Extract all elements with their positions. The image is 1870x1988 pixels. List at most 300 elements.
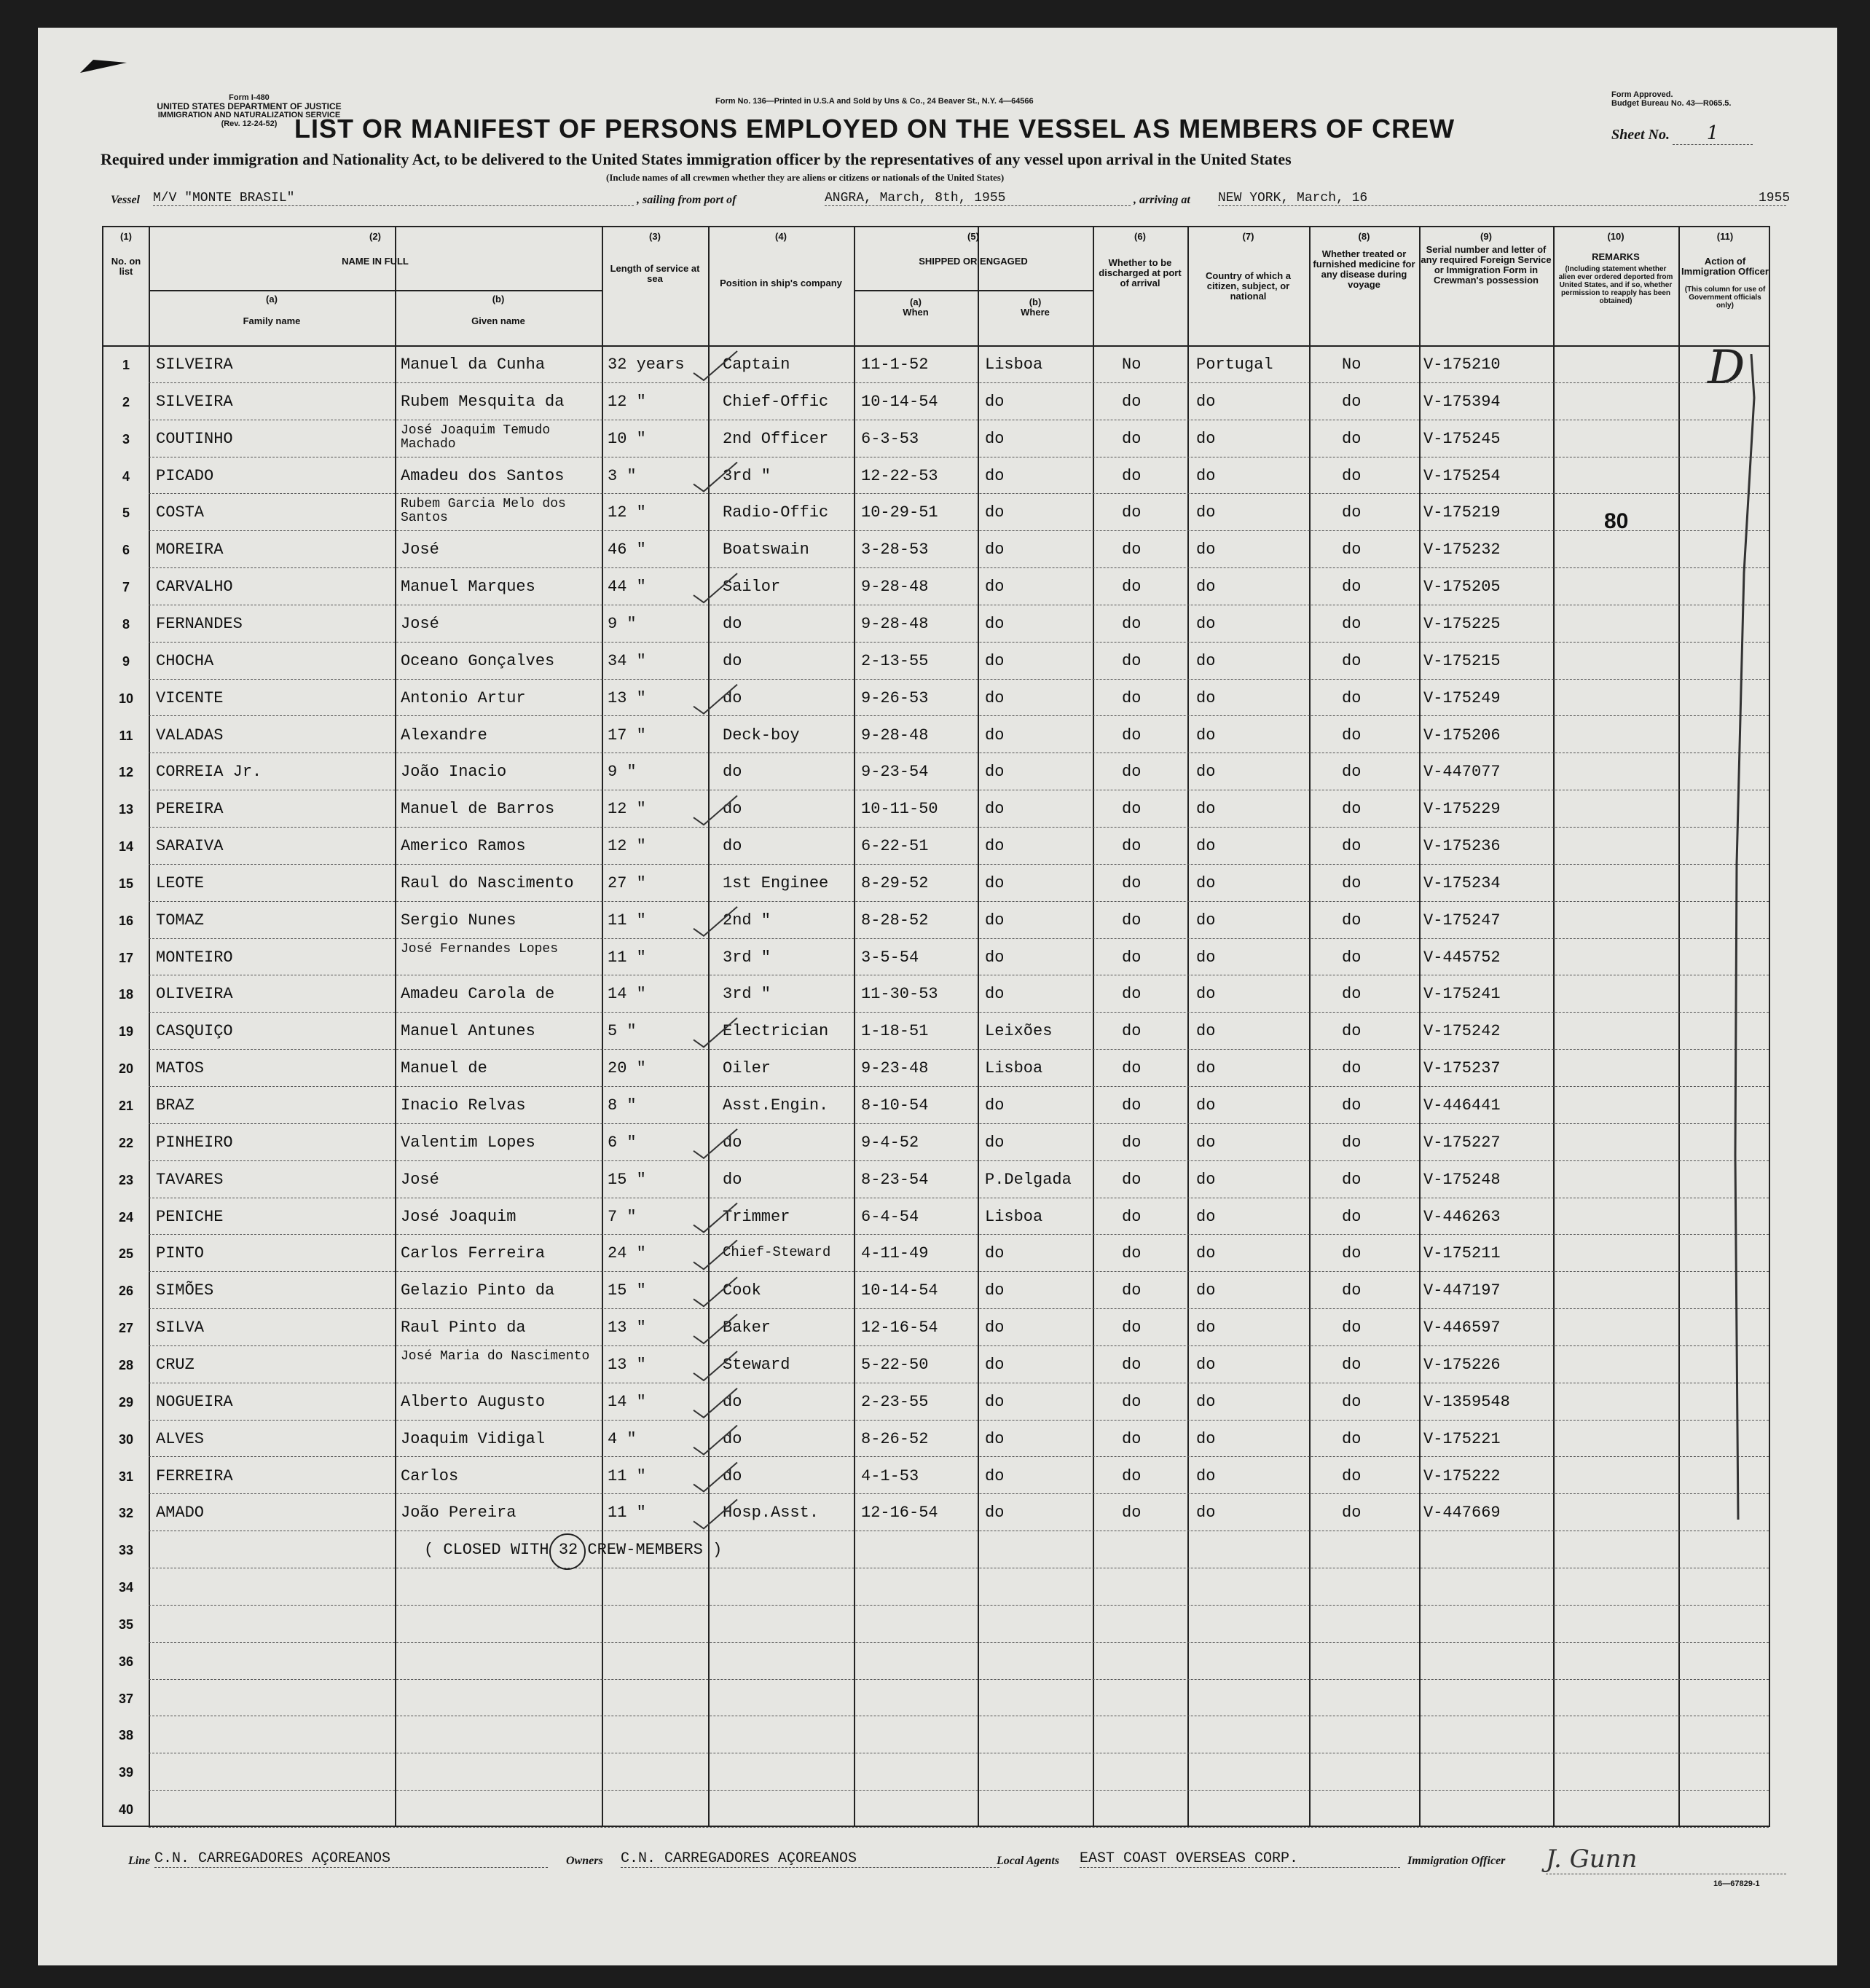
row-number: 40 (118, 1802, 134, 1818)
family-name: PINHEIRO (156, 1133, 233, 1152)
treated-flag: do (1342, 578, 1362, 597)
table-row (103, 1458, 1769, 1495)
row-number: 39 (118, 1765, 134, 1780)
row-number: 11 (119, 728, 133, 743)
row-number: 32 (118, 1506, 134, 1521)
given-name: Valentim Lopes (401, 1133, 535, 1152)
shipped-when: 10-14-54 (861, 1281, 938, 1300)
row-rule (149, 715, 1769, 716)
treated-flag: do (1342, 1059, 1362, 1078)
length-of-service: 7 " (608, 1207, 637, 1226)
row-number: 30 (118, 1431, 134, 1447)
form-number: Form I-480 (229, 93, 270, 102)
discharge-flag: do (1122, 726, 1142, 744)
shipped-when: 12-16-54 (861, 1319, 938, 1337)
sheet-number-block (1611, 122, 1753, 145)
row-number: 8 (122, 616, 130, 632)
row-number: 25 (118, 1246, 134, 1262)
row-rule (149, 938, 1769, 939)
shipped-where: do (985, 948, 1005, 967)
row-number: 9 (122, 653, 130, 669)
serial-number: V-175254 (1423, 466, 1501, 485)
row-rule (149, 1605, 1769, 1606)
family-name: PINTO (156, 1244, 205, 1263)
country: do (1196, 985, 1216, 1004)
position: Hosp.Asst. (723, 1504, 820, 1523)
shipped-when: 3-28-53 (861, 541, 929, 559)
given-name: Raul do Nascimento (401, 873, 574, 892)
row-number: 29 (118, 1394, 134, 1410)
table-row (103, 1384, 1769, 1421)
serial-number: V-446441 (1423, 1096, 1501, 1115)
row-number: 19 (118, 1024, 134, 1040)
shipped-where: Lisboa (985, 1059, 1043, 1078)
position: Boatswain (723, 541, 809, 559)
position: Sailor (723, 578, 781, 597)
length-of-service: 12 " (608, 800, 646, 819)
shipped-when: 11-30-53 (861, 985, 938, 1004)
serial-number: V-175226 (1423, 1355, 1501, 1374)
length-of-service: 34 " (608, 651, 646, 670)
table-row (103, 1199, 1769, 1235)
country: do (1196, 948, 1216, 967)
serial-number: V-446597 (1423, 1319, 1501, 1337)
given-name: José (401, 541, 439, 559)
shipped-where: do (985, 466, 1005, 485)
table-row (103, 1569, 1769, 1606)
column-header-c5a_label: When (903, 307, 929, 318)
table-row (103, 680, 1769, 717)
family-name: MOREIRA (156, 541, 224, 559)
discharge-flag: do (1122, 1319, 1142, 1337)
serial-number: V-447077 (1423, 763, 1501, 782)
row-rule (149, 1160, 1769, 1161)
table-row (103, 643, 1769, 680)
discharge-flag: do (1122, 1244, 1142, 1263)
discharge-flag: do (1122, 800, 1142, 819)
country: do (1196, 1022, 1216, 1041)
shipped-where: do (985, 911, 1005, 930)
family-name: TOMAZ (156, 911, 205, 930)
checkmark (694, 1203, 737, 1233)
table-row (103, 865, 1769, 902)
column-header-c5: SHIPPED OR ENGAGED (919, 256, 1028, 267)
checkmark (694, 907, 737, 936)
shipped-when: 6-4-54 (861, 1207, 919, 1226)
shipped-when: 8-28-52 (861, 911, 929, 930)
sheet-number-value: 1 (1673, 122, 1753, 145)
document-title: LIST OR MANIFEST OF PERSONS EMPLOYED ON THE VESSEL AS MEMBERS OF CREW (294, 114, 1455, 144)
given-name: Oceano Gonçalves (401, 651, 555, 670)
family-name: CASQUIÇO (156, 1022, 233, 1041)
country: do (1196, 800, 1216, 819)
discharge-flag: do (1122, 873, 1142, 892)
checkmark (694, 1240, 737, 1269)
serial-number: V-175241 (1423, 985, 1501, 1004)
country: do (1196, 1133, 1216, 1152)
family-name: CARVALHO (156, 578, 233, 597)
given-name: João Pereira (401, 1504, 516, 1523)
treated-flag: do (1342, 800, 1362, 819)
family-name: CHOCHA (156, 651, 214, 670)
discharge-flag: do (1122, 1429, 1142, 1448)
country: do (1196, 1096, 1216, 1115)
shipped-where: do (985, 873, 1005, 892)
position: do (723, 837, 742, 856)
position: 1st Enginee (723, 873, 829, 892)
closing-note: ( CLOSED WITH 32 CREW-MEMBERS ) (424, 1541, 723, 1560)
row-number: 31 (118, 1469, 134, 1484)
row-number: 36 (118, 1654, 134, 1669)
discharge-flag: do (1122, 911, 1142, 930)
serial-number: V-175247 (1423, 911, 1501, 930)
position: do (723, 1429, 742, 1448)
subheader-divider (854, 290, 1093, 291)
shipped-when: 1-18-51 (861, 1022, 929, 1041)
table-row (103, 1013, 1769, 1050)
family-name: PEREIRA (156, 800, 224, 819)
row-number: 28 (118, 1357, 134, 1372)
position: 3rd " (723, 466, 771, 485)
row-rule (149, 1679, 1769, 1680)
discharge-flag: do (1122, 392, 1142, 411)
family-name: AMADO (156, 1504, 205, 1523)
length-of-service: 11 " (608, 948, 646, 967)
shipped-where: do (985, 1504, 1005, 1523)
checkmark (694, 463, 737, 492)
given-name: Raul Pinto da (401, 1319, 526, 1337)
shipped-where: do (985, 1096, 1005, 1115)
discharge-flag: do (1122, 985, 1142, 1004)
country: do (1196, 614, 1216, 633)
row-number: 27 (118, 1321, 134, 1336)
shipped-where: do (985, 503, 1005, 522)
shipped-when: 12-22-53 (861, 466, 938, 485)
length-of-service: 11 " (608, 911, 646, 930)
family-name: FERNANDES (156, 614, 243, 633)
column-header-c8: Whether treated or furnished medicine for any disease during voyage (1313, 248, 1415, 290)
shipped-where: do (985, 800, 1005, 819)
treated-flag: do (1342, 429, 1362, 448)
given-name: José Fernandes Lopes (401, 941, 559, 956)
column-header-c5_num: (5) (967, 231, 979, 242)
discharge-flag: do (1122, 429, 1142, 448)
discharge-flag: do (1122, 688, 1142, 707)
family-name: LEOTE (156, 873, 205, 892)
table-row (103, 421, 1769, 457)
treated-flag: do (1342, 948, 1362, 967)
given-name: Sergio Nunes (401, 911, 516, 930)
family-name: SILVEIRA (156, 355, 233, 374)
position: 3rd " (723, 985, 771, 1004)
column-header-c8_num: (8) (1358, 231, 1370, 242)
row-number: 12 (118, 765, 134, 780)
table-row (103, 828, 1769, 865)
table-row (103, 903, 1769, 939)
length-of-service: 14 " (608, 1392, 646, 1411)
treated-flag: do (1342, 763, 1362, 782)
table-row (103, 1754, 1769, 1791)
arrival-year: 1955 (1759, 191, 1791, 205)
discharge-flag: do (1122, 541, 1142, 559)
serial-number: V-175227 (1423, 1133, 1501, 1152)
given-name: José Maria do Nascimento (401, 1348, 590, 1364)
length-of-service: 27 " (608, 873, 646, 892)
sailing-label: , sailing from port of (637, 194, 736, 206)
serial-number: V-175234 (1423, 873, 1501, 892)
row-number: 2 (122, 394, 130, 409)
column-header-c5b: (b) (1029, 296, 1042, 307)
checkmark (694, 1018, 737, 1047)
shipped-when: 9-28-48 (861, 614, 929, 633)
remarks-mark: 80 (1604, 509, 1629, 534)
shipped-where: do (985, 578, 1005, 597)
shipped-when: 3-5-54 (861, 948, 919, 967)
family-name: MONTEIRO (156, 948, 233, 967)
country: do (1196, 392, 1216, 411)
serial-number: V-447669 (1423, 1504, 1501, 1523)
discharge-flag: do (1122, 1281, 1142, 1300)
checkmark (694, 795, 737, 825)
shipped-when: 9-23-48 (861, 1059, 929, 1078)
row-number: 1 (122, 358, 130, 372)
country: do (1196, 1392, 1216, 1411)
family-name: BRAZ (156, 1096, 195, 1115)
shipped-where: do (985, 651, 1005, 670)
position: do (723, 614, 742, 633)
shipped-when: 10-11-50 (861, 800, 938, 819)
checkmark (694, 1426, 737, 1455)
length-of-service: 14 " (608, 985, 646, 1004)
country: do (1196, 1170, 1216, 1189)
shipped-when: 9-28-48 (861, 578, 929, 597)
shipped-where: Lisboa (985, 355, 1043, 374)
row-number: 37 (118, 1691, 134, 1706)
table-row (103, 1088, 1769, 1124)
checkmark (694, 1129, 737, 1158)
shipped-when: 10-14-54 (861, 392, 938, 411)
shipped-when: 9-28-48 (861, 726, 929, 744)
row-rule (149, 1493, 1769, 1494)
column-header-c4: Position in ship's company (720, 278, 842, 288)
row-rule (149, 1086, 1769, 1087)
circled-count-mark (549, 1533, 586, 1570)
officer-mark: D (1708, 341, 1745, 395)
family-name: MATOS (156, 1059, 205, 1078)
shipped-when: 12-16-54 (861, 1504, 938, 1523)
treated-flag: do (1342, 1319, 1362, 1337)
position: Trimmer (723, 1207, 790, 1226)
family-name: COUTINHO (156, 429, 233, 448)
discharge-flag: do (1122, 651, 1142, 670)
length-of-service: 11 " (608, 1504, 646, 1523)
row-number: 33 (118, 1543, 134, 1558)
serial-number: V-175225 (1423, 614, 1501, 633)
checkmark (694, 1314, 737, 1343)
length-of-service: 46 " (608, 541, 646, 559)
serial-number: V-175237 (1423, 1059, 1501, 1078)
document-subtitle-note: (Include names of all crewmen whether they are aliens or citizens or nationals of the United States) (606, 172, 1005, 183)
discharge-flag: do (1122, 1207, 1142, 1226)
column-header-c2b_label: Given name (471, 315, 525, 326)
length-of-service: 12 " (608, 503, 646, 522)
row-number: 23 (118, 1172, 134, 1187)
position: 2nd Officer (723, 429, 829, 448)
length-of-service: 20 " (608, 1059, 646, 1078)
position: do (723, 1170, 742, 1189)
discharge-flag: do (1122, 466, 1142, 485)
checkmark (694, 1388, 737, 1418)
table-row (103, 1273, 1769, 1309)
country: do (1196, 763, 1216, 782)
row-number: 26 (118, 1284, 134, 1299)
column-header-c11_num: (11) (1716, 231, 1734, 242)
table-row (103, 1643, 1769, 1680)
length-of-service: 6 " (608, 1133, 637, 1152)
row-rule (149, 1456, 1769, 1457)
country: do (1196, 688, 1216, 707)
column-header-c6: Whether to be discharged at port of arrival (1099, 257, 1182, 288)
position: Chief-Offic (723, 392, 829, 411)
column-header-c2: NAME IN FULL (342, 256, 409, 267)
column-header-c7: Country of which a citizen, subject, or national (1206, 270, 1291, 302)
checkmark (694, 1351, 737, 1380)
given-name: Alberto Augusto (401, 1392, 546, 1411)
treated-flag: do (1342, 837, 1362, 856)
given-name: Joaquim Vidigal (401, 1429, 546, 1448)
column-header-c1: No. on list (111, 256, 141, 277)
given-name: Alexandre (401, 726, 487, 744)
family-name: TAVARES (156, 1170, 224, 1189)
column-header-c6_num: (6) (1134, 231, 1146, 242)
length-of-service: 13 " (608, 688, 646, 707)
treated-flag: do (1342, 1022, 1362, 1041)
discharge-flag: do (1122, 1096, 1142, 1115)
position: Electrician (723, 1022, 829, 1041)
length-of-service: 13 " (608, 1319, 646, 1337)
given-name: José Joaquim Temudo Machado (401, 423, 551, 452)
column-header-c9_num: (9) (1480, 231, 1492, 242)
country: do (1196, 1504, 1216, 1523)
country: do (1196, 1466, 1216, 1485)
family-name: SARAIVA (156, 837, 224, 856)
country: do (1196, 911, 1216, 930)
given-name: Manuel da Cunha (401, 355, 546, 374)
shipped-when: 2-13-55 (861, 651, 929, 670)
line-label: Line (128, 1855, 151, 1867)
shipped-when: 10-29-51 (861, 503, 938, 522)
row-number: 16 (118, 913, 134, 928)
shipped-where: do (985, 1392, 1005, 1411)
position: 2nd " (723, 911, 771, 930)
table-row (103, 458, 1769, 495)
shipped-where: do (985, 1429, 1005, 1448)
row-number: 15 (118, 876, 134, 891)
shipped-where: do (985, 1244, 1005, 1263)
row-number: 7 (122, 580, 130, 595)
length-of-service: 9 " (608, 763, 637, 782)
length-of-service: 4 " (608, 1429, 637, 1448)
shipped-where: do (985, 837, 1005, 856)
shipped-where: do (985, 614, 1005, 633)
row-rule (149, 1234, 1769, 1235)
discharge-flag: do (1122, 763, 1142, 782)
position: Deck-boy (723, 726, 800, 744)
row-rule (149, 1790, 1769, 1791)
discharge-flag: do (1122, 1504, 1142, 1523)
approval-line-2: Budget Bureau No. 43—R065.5. (1611, 99, 1732, 108)
serial-number: V-175206 (1423, 726, 1501, 744)
treated-flag: do (1342, 726, 1362, 744)
position: do (723, 1466, 742, 1485)
table-row (103, 1347, 1769, 1383)
row-number: 24 (118, 1209, 134, 1225)
sheet-number-label: Sheet No. (1611, 127, 1670, 143)
column-header-c5a: (a) (910, 296, 922, 307)
length-of-service: 13 " (608, 1355, 646, 1374)
table-row (103, 718, 1769, 754)
treated-flag: No (1342, 355, 1362, 374)
shipped-when: 8-10-54 (861, 1096, 929, 1115)
position: Oiler (723, 1059, 771, 1078)
length-of-service: 11 " (608, 1466, 646, 1485)
row-number: 34 (118, 1580, 134, 1595)
row-number: 6 (122, 543, 130, 558)
serial-number: V-445752 (1423, 948, 1501, 967)
row-number: 3 (122, 431, 130, 447)
country: do (1196, 503, 1216, 522)
table-row (103, 940, 1769, 976)
shipped-when: 4-11-49 (861, 1244, 929, 1263)
country: do (1196, 578, 1216, 597)
shipped-where: do (985, 392, 1005, 411)
line-value: C.N. CARREGADORES AÇOREANOS (154, 1850, 548, 1868)
length-of-service: 15 " (608, 1281, 646, 1300)
owners-label: Owners (566, 1855, 603, 1867)
length-of-service: 9 " (608, 614, 637, 633)
table-row (103, 754, 1769, 790)
table-row (103, 495, 1769, 531)
treated-flag: do (1342, 1466, 1362, 1485)
shipped-where: do (985, 688, 1005, 707)
country: do (1196, 1244, 1216, 1263)
row-rule (149, 1271, 1769, 1272)
serial-number: V-175215 (1423, 651, 1501, 670)
discharge-flag: do (1122, 1170, 1142, 1189)
treated-flag: do (1342, 1244, 1362, 1263)
local-agents-value: EAST COAST OVERSEAS CORP. (1080, 1850, 1400, 1868)
treated-flag: do (1342, 911, 1362, 930)
treated-flag: do (1342, 1207, 1362, 1226)
owners-value: C.N. CARREGADORES AÇOREANOS (621, 1850, 999, 1868)
position: Steward (723, 1355, 790, 1374)
country: Portugal (1196, 355, 1273, 374)
discharge-flag: do (1122, 1022, 1142, 1041)
vessel-info-row (89, 189, 1823, 211)
row-rule (149, 679, 1769, 680)
treated-flag: do (1342, 614, 1362, 633)
table-row (103, 1310, 1769, 1346)
serial-number: V-175245 (1423, 429, 1501, 448)
treated-flag: do (1342, 466, 1362, 485)
given-name: Antonio Artur (401, 688, 526, 707)
family-name: NOGUEIRA (156, 1392, 233, 1411)
family-name: FERREIRA (156, 1466, 233, 1485)
country: do (1196, 1281, 1216, 1300)
printer-line: Form No. 136—Printed in U.S.A and Sold by Uns & Co., 24 Beaver St., N.Y. 4—64566 (715, 97, 1034, 106)
given-name: Inacio Relvas (401, 1096, 526, 1115)
row-rule (149, 642, 1769, 643)
